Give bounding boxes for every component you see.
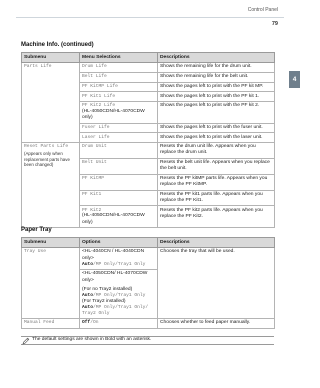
description: Resets the PF kit2 parts life. Appears when you replace the PF Kit2. [158,206,275,228]
menu-selection: Drum Life [82,64,107,70]
model-note: <HL-4050CDN/ HL-4070CDW only> [82,271,148,283]
description: Chooses the tray that will be used. [158,248,275,319]
note-pencil-icon [22,337,30,345]
option-values: Tray2 Only [82,311,110,317]
note-box [21,336,274,345]
model-note: (HL-4050CDN/HL-4070CDW only) [82,213,145,225]
description: Shows the pages left to print with the PF kit 2. [158,102,275,124]
description: Shows the pages left to print with the PF kit MP. [158,82,275,92]
page-header [0,0,300,40]
table-row [22,248,275,270]
column-header: Options [80,238,158,248]
submenu-reset-parts-life: Reset Parts Life [24,144,69,150]
description: Shows the pages left to print with the PF kit 1. [158,92,275,102]
submenu-cell [22,63,80,143]
description: Shows the remaining life for the belt unit. [158,72,275,82]
table-row [22,319,275,329]
option-values: /On [90,320,99,326]
description: Resets the drum unit life. Appears when you replace the drum unit. [158,143,275,159]
table-row [22,63,275,73]
description: Resets the PF kit1 parts life. Appears when you replace the PF Kit1. [158,190,275,206]
description: Chooses whether to feed paper manually. [158,319,275,329]
menu-selection: Drum Unit [82,144,107,150]
options-cell [80,270,158,319]
submenu-note: (Appears only when replacement parts have been changed) [24,151,70,168]
default-option: Auto [82,261,94,267]
menu-selection: PF KitMP [82,176,105,181]
header-rule [16,17,284,18]
default-option: Auto [82,305,94,311]
condition-note: (For Tray2 installed) [82,298,126,304]
menu-selection: PF Kit2 Life [82,103,116,109]
menu-selection: Laser Life [82,134,110,140]
description: Resets the PF kitMP parts life. Appears when you replace the PF KitMP. [158,174,275,190]
menu-selection: PF Kit1 Life [82,93,116,99]
menu-selection: PF Kit1 [82,191,102,197]
condition-note: (For no Tray2 installed) [82,286,133,292]
menu-selection: Belt Unit [82,160,107,166]
menu-selection: Belt Life [82,74,107,80]
section-name: Control Panel [247,7,278,13]
column-header: Submenu [22,53,80,63]
default-option: Auto [82,292,94,298]
submenu-parts-life: Parts Life [24,64,52,70]
table-row [22,143,275,159]
table-header-row [22,238,275,248]
model-note: <HL-4040CN / HL-4040CDN only> [82,249,145,261]
option-values: /MP Only/Tray1 Only [93,261,146,267]
column-header: Descriptions [158,238,275,248]
menu-selection: Fuser Life [82,124,110,130]
menu-selection: PF Kit2 [82,207,102,213]
description: Shows the remaining life for the drum unit. [158,63,275,73]
description: Shows the pages left to print with the fuser unit. [158,123,275,133]
note-text: The default settings are shown in Bold with an asterisk. [32,337,152,343]
paper-tray-table [21,237,275,329]
page-number: 79 [271,21,278,27]
column-header: Menu Selections [80,53,158,63]
option-values: /MP Only/Tray1 Only/ [93,305,149,311]
option-values: /MP Only/Tray1 Only [93,292,146,298]
submenu-manual-feed: Manual Feed [24,320,55,326]
options-cell [80,248,158,270]
model-note: (HL-4050CDN/HL-4070CDW only) [82,109,145,121]
submenu-tray-use: Tray Use [24,249,47,255]
description: Resets the belt unit life. Appears when you replace the belt unit. [158,158,275,174]
column-header: Descriptions [158,53,275,63]
machine-info-title: Machine Info. (continued) [21,42,94,48]
chapter-tab: 4 [289,71,300,88]
menu-selection: PF KitMP Life [82,83,118,89]
submenu-cell [22,248,80,319]
table-header-row [22,53,275,63]
submenu-cell [22,143,80,228]
machine-info-table [21,52,275,228]
column-header: Submenu [22,238,80,248]
paper-tray-title: Paper Tray [21,227,52,233]
default-option: Off [82,320,91,326]
description: Shows the pages left to print with the laser unit. [158,133,275,143]
